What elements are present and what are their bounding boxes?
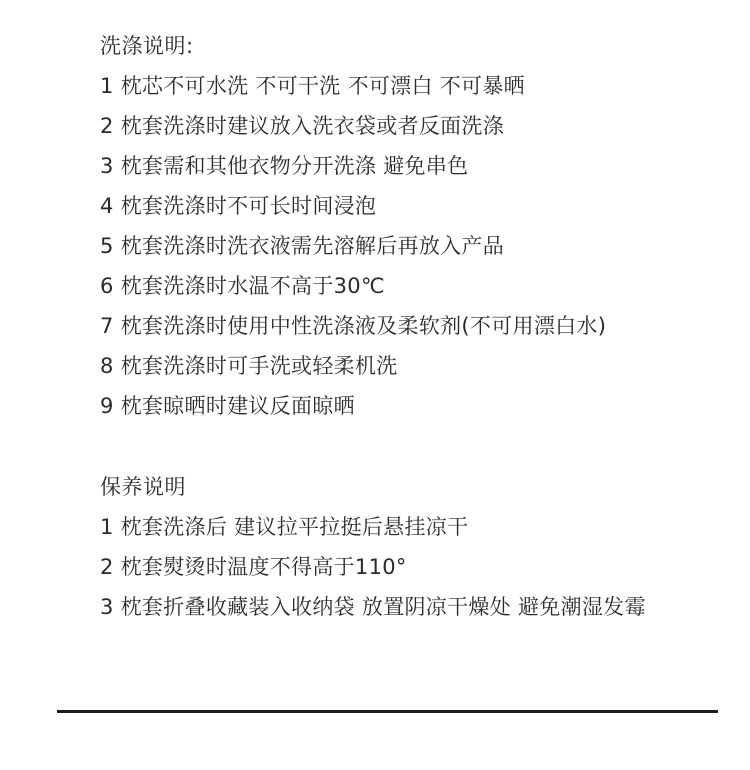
washing-item-4: 4 枕套洗涤时不可长时间浸泡 — [100, 194, 377, 218]
washing-instructions — [100, 26, 730, 426]
washing-item-9: 9 枕套晾晒时建议反面晾晒 — [100, 394, 355, 418]
care-title: 保养说明 — [100, 475, 186, 499]
care-item-1: 1 枕套洗涤后 建议拉平拉挺后悬挂凉干 — [100, 515, 469, 539]
care-item-2: 2 枕套熨烫时温度不得高于110° — [100, 555, 407, 579]
washing-title: 洗涤说明: — [100, 34, 194, 58]
washing-item-7: 7 枕套洗涤时使用中性洗涤液及柔软剂(不可用漂白水) — [100, 314, 607, 338]
washing-item-1: 1 枕芯不可水洗 不可干洗 不可漂白 不可暴晒 — [100, 74, 525, 98]
washing-item-6: 6 枕套洗涤时水温不高于30℃ — [100, 274, 385, 298]
care-item-3: 3 枕套折叠收藏装入收纳袋 放置阴凉干燥处 避免潮湿发霉 — [100, 595, 646, 619]
bottom-divider — [57, 710, 718, 713]
washing-item-5: 5 枕套洗涤时洗衣液需先溶解后再放入产品 — [100, 234, 505, 258]
washing-item-8: 8 枕套洗涤时可手洗或轻柔机洗 — [100, 354, 398, 378]
washing-item-3: 3 枕套需和其他衣物分开洗涤 避免串色 — [100, 154, 469, 178]
washing-item-2: 2 枕套洗涤时建议放入洗衣袋或者反面洗涤 — [100, 114, 505, 138]
care-instructions — [100, 467, 730, 627]
